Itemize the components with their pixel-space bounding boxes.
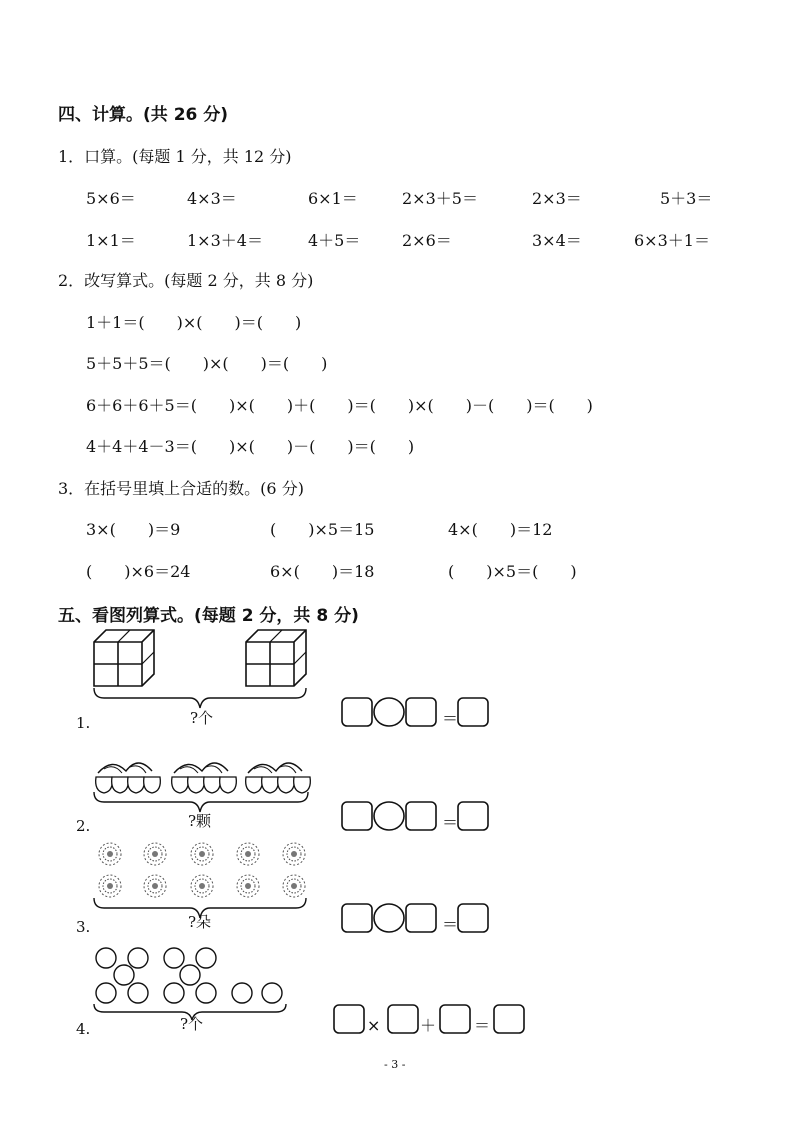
- plus-sign: ＋: [420, 1016, 437, 1035]
- equals-sign: ＝: [442, 709, 459, 728]
- q1-r2-c3: 4＋5＝: [308, 231, 361, 250]
- q1-r2-c4: 2×6＝: [402, 231, 452, 250]
- q2-line-1: 1＋1＝( )×( )＝( ): [86, 313, 302, 332]
- flower: [144, 875, 166, 897]
- item-1-number: 1.: [76, 714, 91, 732]
- equals-sign: ＝: [474, 1016, 491, 1035]
- q1-r2-c6: 6×3＋1＝: [634, 231, 710, 250]
- berry-group: [172, 763, 237, 793]
- item-4-label: ?个: [180, 1015, 204, 1033]
- answer-boxes-1[interactable]: [342, 698, 488, 728]
- section4-title: 四、计算。(共 26 分): [58, 105, 229, 125]
- section5-figures: [0, 620, 793, 1050]
- q2-line-3: 6＋6＋6＋5＝( )×( )＋( )＝( )×( )－( )＝( ): [86, 396, 593, 415]
- q1-r1-c1: 5×6＝: [86, 189, 136, 208]
- brace: [94, 688, 306, 708]
- q1-title: 1．口算。(每题 1 分，共 12 分): [58, 147, 292, 166]
- q3-r2-c1: ( )×6＝24: [86, 562, 191, 581]
- flower: [237, 875, 259, 897]
- q1-r1-c5: 2×3＝: [532, 189, 582, 208]
- item-2-label: ?颗: [188, 812, 212, 830]
- flower: [191, 875, 213, 897]
- q2-line-2: 5＋5＋5＝( )×( )＝( ): [86, 354, 328, 373]
- q1-r1-c2: 4×3＝: [187, 189, 237, 208]
- berry-group: [246, 763, 311, 793]
- item-3-number: 3.: [76, 918, 91, 936]
- answer-boxes-2[interactable]: [342, 802, 488, 832]
- q3-title: 3．在括号里填上合适的数。(6 分): [58, 479, 304, 498]
- berry-group: [96, 763, 161, 793]
- flower: [237, 843, 259, 865]
- section5-title: 五、看图列算式。(每题 2 分，共 8 分): [58, 606, 359, 626]
- circle-group: [96, 948, 282, 1003]
- flower: [144, 843, 166, 865]
- item-2-number: 2.: [76, 817, 91, 835]
- flower: [99, 843, 121, 865]
- cube-block: [94, 630, 154, 686]
- q2-title: 2．改写算式。(每题 2 分，共 8 分): [58, 271, 314, 290]
- q1-r1-c4: 2×3＋5＝: [402, 189, 478, 208]
- item-1-label: ?个: [190, 709, 214, 727]
- flower: [191, 843, 213, 865]
- q1-r2-c5: 3×4＝: [532, 231, 582, 250]
- answer-boxes-3[interactable]: [342, 904, 488, 934]
- q3-r1-c2: ( )×5＝15: [270, 520, 375, 539]
- times-sign: ×: [367, 1016, 381, 1035]
- q1-r2-c2: 1×3＋4＝: [187, 231, 263, 250]
- q1-r1-c3: 6×1＝: [308, 189, 358, 208]
- flower: [283, 843, 305, 865]
- item-4-number: 4.: [76, 1020, 91, 1038]
- cube-block: [246, 630, 306, 686]
- q3-r1-c1: 3×( )＝9: [86, 520, 181, 539]
- page-number: - 3 -: [384, 1058, 406, 1071]
- item-3-label: ?朵: [188, 913, 212, 931]
- equals-sign: ＝: [442, 813, 459, 832]
- q1-r2-c1: 1×1＝: [86, 231, 136, 250]
- q2-line-4: 4＋4＋4－3＝( )×( )－( )＝( ): [86, 437, 415, 456]
- q3-r2-c2: 6×( )＝18: [270, 562, 375, 581]
- q1-r1-c6: 5＋3＝: [660, 189, 713, 208]
- flower: [99, 875, 121, 897]
- q3-r1-c3: 4×( )＝12: [448, 520, 553, 539]
- q3-r2-c3: ( )×5＝( ): [448, 562, 577, 581]
- flower: [283, 875, 305, 897]
- brace: [94, 792, 308, 812]
- equals-sign: ＝: [442, 915, 459, 934]
